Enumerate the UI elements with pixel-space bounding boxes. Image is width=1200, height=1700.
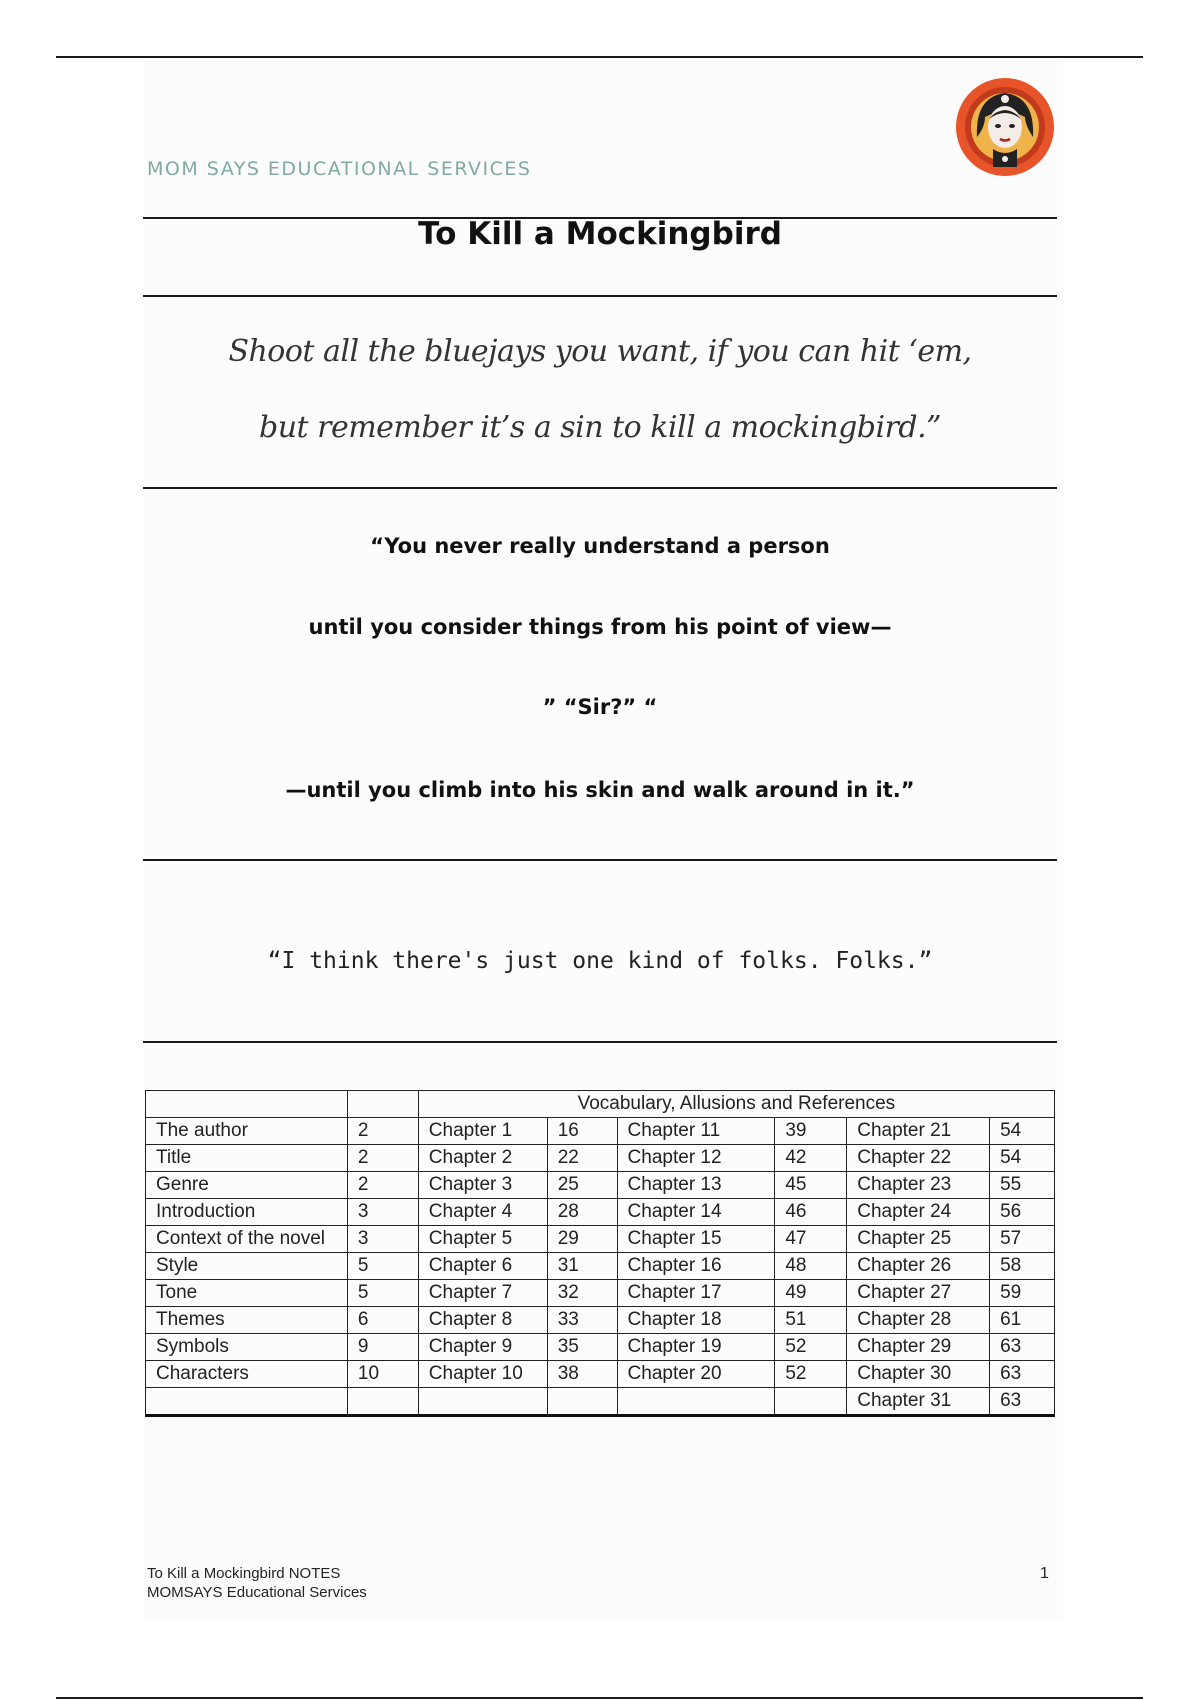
quote3-bottom-rule: [143, 1041, 1057, 1043]
toc-page-cell: 2: [347, 1118, 418, 1145]
toc-entry-cell: Chapter 6: [418, 1253, 547, 1280]
toc-entry-cell: Chapter 4: [418, 1199, 547, 1226]
toc-entry-cell: Chapter 13: [617, 1172, 775, 1199]
toc-entry-cell: Chapter 28: [847, 1307, 990, 1334]
toc-page-cell: 46: [775, 1199, 847, 1226]
table-of-contents: [145, 1090, 1055, 1417]
toc-entry-cell: Themes: [146, 1307, 348, 1334]
toc-page-cell: 16: [547, 1118, 617, 1145]
toc-page-cell: 6: [347, 1307, 418, 1334]
toc-page-cell: 52: [775, 1361, 847, 1388]
title-bottom-rule: [143, 295, 1057, 297]
toc-entry-cell: Chapter 1: [418, 1118, 547, 1145]
toc-page-cell: 10: [347, 1361, 418, 1388]
toc-page-cell: 2: [347, 1172, 418, 1199]
toc-page-cell: 51: [775, 1307, 847, 1334]
toc-page-cell: 63: [990, 1361, 1055, 1388]
toc-entry-cell: Context of the novel: [146, 1226, 348, 1253]
toc-page-cell: 28: [547, 1199, 617, 1226]
toc-entry-cell: Chapter 19: [617, 1334, 775, 1361]
toc-page-cell: 56: [990, 1199, 1055, 1226]
page-number: 1: [1040, 1565, 1049, 1582]
toc-entry-cell: Title: [146, 1145, 348, 1172]
footer-line2: MOMSAYS Educational Services: [147, 1584, 367, 1601]
toc-page-cell: 45: [775, 1172, 847, 1199]
toc-page-cell: 61: [990, 1307, 1055, 1334]
vocabulary-header: Vocabulary, Allusions and References: [418, 1091, 1054, 1118]
table-row: [146, 1334, 1055, 1361]
toc-page-cell: 25: [547, 1172, 617, 1199]
table-row: [146, 1118, 1055, 1145]
toc-page-cell: 55: [990, 1172, 1055, 1199]
toc-page-cell: [347, 1388, 418, 1416]
toc-entry-cell: Tone: [146, 1280, 348, 1307]
toc-entry-cell: Chapter 21: [847, 1118, 990, 1145]
quote2-line1: “You never really understand a person: [370, 534, 830, 558]
toc-page-cell: 33: [547, 1307, 617, 1334]
toc-page-cell: 22: [547, 1145, 617, 1172]
table-row: [146, 1280, 1055, 1307]
toc-entry-cell: Chapter 17: [617, 1280, 775, 1307]
table-row: [146, 1226, 1055, 1253]
quote3-text: “I think there's just one kind of folks. Folks.”: [267, 948, 933, 974]
toc-entry-cell: Chapter 26: [847, 1253, 990, 1280]
toc-entry-cell: Chapter 25: [847, 1226, 990, 1253]
toc-entry-cell: Chapter 22: [847, 1145, 990, 1172]
toc-entry-cell: Genre: [146, 1172, 348, 1199]
toc-entry-cell: Chapter 8: [418, 1307, 547, 1334]
toc-page-cell: 58: [990, 1253, 1055, 1280]
toc-page-cell: [547, 1388, 617, 1416]
toc-entry-cell: Chapter 7: [418, 1280, 547, 1307]
quote1-bottom-rule: [143, 487, 1057, 489]
toc-page-cell: 39: [775, 1118, 847, 1145]
toc-entry-cell: Chapter 12: [617, 1145, 775, 1172]
toc-entry-cell: Style: [146, 1253, 348, 1280]
brand-name: MOM SAYS EDUCATIONAL SERVICES: [147, 158, 532, 180]
table-row: [146, 1388, 1055, 1416]
toc-page-cell: 38: [547, 1361, 617, 1388]
footer-line1: To Kill a Mockingbird NOTES: [147, 1565, 341, 1582]
toc-entry-cell: Chapter 14: [617, 1199, 775, 1226]
toc-entry-cell: Chapter 18: [617, 1307, 775, 1334]
toc-entry-cell: Chapter 10: [418, 1361, 547, 1388]
toc-entry-cell: Chapter 30: [847, 1361, 990, 1388]
toc-page-cell: [775, 1388, 847, 1416]
toc-entry-cell: Chapter 29: [847, 1334, 990, 1361]
toc-entry-cell: [617, 1388, 775, 1416]
toc-entry-cell: Chapter 16: [617, 1253, 775, 1280]
toc-entry-cell: Chapter 24: [847, 1199, 990, 1226]
toc-page-cell: 63: [990, 1388, 1055, 1416]
toc-page-cell: 5: [347, 1280, 418, 1307]
toc-page-cell: 3: [347, 1226, 418, 1253]
toc-page-cell: 5: [347, 1253, 418, 1280]
header-cell-empty: [146, 1091, 348, 1118]
toc-entry-cell: Chapter 23: [847, 1172, 990, 1199]
table-row: [146, 1145, 1055, 1172]
toc-entry-cell: Introduction: [146, 1199, 348, 1226]
toc-entry-cell: Chapter 2: [418, 1145, 547, 1172]
table-row: [146, 1199, 1055, 1226]
toc-entry-cell: Chapter 5: [418, 1226, 547, 1253]
toc-entry-cell: The author: [146, 1118, 348, 1145]
toc-page-cell: 52: [775, 1334, 847, 1361]
toc-entry-cell: Chapter 27: [847, 1280, 990, 1307]
toc-entry-cell: Chapter 15: [617, 1226, 775, 1253]
woman-portrait-logo-icon: [955, 77, 1055, 177]
toc-entry-cell: [146, 1388, 348, 1416]
toc-page-cell: 29: [547, 1226, 617, 1253]
toc-page-cell: 2: [347, 1145, 418, 1172]
toc-page-cell: 47: [775, 1226, 847, 1253]
toc-page-cell: 49: [775, 1280, 847, 1307]
toc-entry-cell: Chapter 11: [617, 1118, 775, 1145]
table-row: [146, 1307, 1055, 1334]
bottom-border: [56, 1697, 1143, 1699]
top-border: [56, 56, 1143, 58]
toc-entry-cell: Chapter 9: [418, 1334, 547, 1361]
toc-page-cell: 54: [990, 1145, 1055, 1172]
quote2-line4: —until you climb into his skin and walk around in it.”: [285, 778, 915, 802]
toc-entry-cell: Characters: [146, 1361, 348, 1388]
table-row: [146, 1361, 1055, 1388]
page-title: To Kill a Mockingbird: [418, 216, 782, 252]
table-row: [146, 1172, 1055, 1199]
table-header-row: [146, 1091, 1055, 1118]
quote2-bottom-rule: [143, 859, 1057, 861]
header-cell-empty: [347, 1091, 418, 1118]
quote2-line2: until you consider things from his point of view—: [308, 615, 892, 639]
toc-entry-cell: Chapter 3: [418, 1172, 547, 1199]
toc-entry-cell: Chapter 31: [847, 1388, 990, 1416]
toc-page-cell: 9: [347, 1334, 418, 1361]
toc-page-cell: 54: [990, 1118, 1055, 1145]
quote2-line3: ” “Sir?” “: [542, 695, 658, 719]
toc-entry-cell: Symbols: [146, 1334, 348, 1361]
toc-page-cell: 35: [547, 1334, 617, 1361]
toc-page-cell: 63: [990, 1334, 1055, 1361]
toc-page-cell: 48: [775, 1253, 847, 1280]
quote1-line1: Shoot all the bluejays you want, if you can hit ‘em,: [228, 334, 972, 369]
table-row: [146, 1253, 1055, 1280]
toc-page-cell: 42: [775, 1145, 847, 1172]
toc-page-cell: 31: [547, 1253, 617, 1280]
toc-page-cell: 32: [547, 1280, 617, 1307]
footer: [147, 1564, 367, 1602]
quote1-line2: but remember it’s a sin to kill a mockingbird.”: [259, 410, 941, 445]
toc-entry-cell: [418, 1388, 547, 1416]
toc-page-cell: 59: [990, 1280, 1055, 1307]
toc-entry-cell: Chapter 20: [617, 1361, 775, 1388]
toc-page-cell: 57: [990, 1226, 1055, 1253]
toc-page-cell: 3: [347, 1199, 418, 1226]
